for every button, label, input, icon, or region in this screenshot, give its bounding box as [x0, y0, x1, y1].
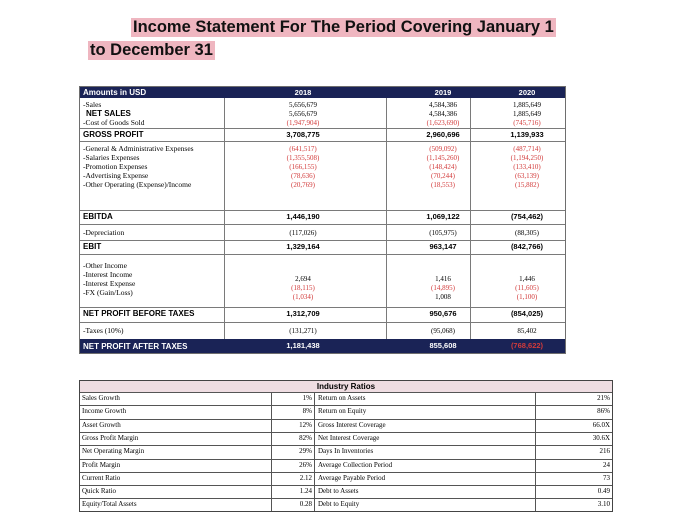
net-sales-label: NET SALES: [86, 109, 131, 118]
value-cell: (1,194,250): [510, 154, 544, 162]
other-label: -Other Income: [83, 261, 127, 270]
ratio-label: Return on Equity: [318, 407, 367, 416]
ratio-label: Current Ratio: [82, 473, 121, 482]
ratio-label: Debt to Equity: [318, 500, 360, 509]
expense-label: -Advertising Expense: [83, 171, 149, 180]
value-cell: (105,975): [429, 229, 457, 237]
row-divider: [80, 240, 565, 241]
header-label: Amounts in USD: [83, 88, 147, 97]
ratio-label: Sales Growth: [82, 394, 120, 402]
row-divider: [80, 224, 565, 225]
ratio-label: Average Collection Period: [318, 460, 393, 469]
value-cell: (18,553): [431, 181, 455, 189]
ratio-label: Days In Inventories: [318, 447, 374, 456]
value-cell: 2,694: [295, 275, 311, 283]
ratio-label: Quick Ratio: [82, 487, 117, 496]
ratio-value: 0.28: [299, 500, 312, 509]
ratio-label: Income Growth: [82, 407, 127, 416]
value-cell: (754,462): [510, 212, 544, 221]
income-statement-table: [79, 86, 566, 354]
value-cell: (15,882): [515, 181, 539, 189]
table-row: [80, 485, 612, 496]
row-divider: [80, 254, 565, 255]
sales-values-2020: [487, 101, 567, 128]
ratio-label: Average Payable Period: [318, 473, 386, 482]
value-cell: (131,271): [289, 327, 317, 335]
ratio-value: 66.0X: [592, 420, 610, 429]
page-title-line2: to December 31: [90, 41, 213, 59]
ratio-value: 73: [603, 473, 610, 482]
table-row: [80, 445, 612, 456]
value-cell: (768,622): [510, 341, 544, 350]
ratio-label: Return on Assets: [318, 394, 366, 402]
ratio-value: 26%: [299, 460, 312, 469]
value-cell: 963,147: [429, 242, 457, 251]
value-cell: (1,034): [292, 293, 314, 301]
column-divider: [535, 392, 536, 511]
value-cell: 5,656,679: [289, 101, 317, 109]
ratio-value: 0.49: [597, 487, 610, 496]
ratio-value: 30.6X: [592, 433, 610, 442]
column-divider: [386, 87, 387, 353]
expense-labels: [83, 144, 194, 189]
table-row: [80, 392, 612, 403]
row-divider: [80, 307, 565, 308]
cogs-label: -Cost of Goods Sold: [83, 118, 145, 127]
value-cell: 1,139,933: [510, 130, 544, 139]
value-cell: (842,766): [510, 242, 544, 251]
ratios-title: Industry Ratios: [316, 382, 376, 391]
npat-row: [80, 339, 565, 353]
sales-values-2018: [263, 101, 343, 128]
ratio-value: 29%: [299, 447, 312, 456]
value-cell: 855,608: [429, 341, 457, 350]
ratio-label: Net Interest Coverage: [318, 433, 380, 442]
other-values-2020: [487, 275, 567, 302]
other-label: -Interest Expense: [83, 279, 136, 288]
value-cell: 1,069,122: [426, 212, 460, 221]
taxes-label: -Taxes (10%): [83, 326, 124, 335]
value-cell: 5,656,679: [289, 110, 317, 118]
npbt-label: NET PROFIT BEFORE TAXES: [83, 309, 195, 318]
page-title-line1: Income Statement For The Period Covering January 1: [133, 18, 554, 36]
ebitda-label: EBITDA: [83, 212, 113, 221]
depreciation-label: -Depreciation: [83, 228, 125, 237]
value-cell: (487,714): [513, 145, 541, 153]
ratio-label: Debt to Assets: [318, 487, 359, 496]
table-row: [80, 498, 612, 509]
other-label: -Interest Income: [83, 270, 133, 279]
table-row: [80, 419, 612, 430]
ratio-value: 24: [603, 460, 610, 469]
value-cell: (133,410): [513, 163, 541, 171]
expense-values-2019: [403, 145, 483, 190]
value-cell: (14,895): [431, 284, 455, 292]
value-cell: 4,584,386: [429, 110, 457, 118]
sales-labels: [83, 100, 144, 127]
value-cell: 1,885,649: [513, 110, 541, 118]
ratio-value: 2.12: [299, 473, 312, 482]
value-cell: (745,716): [513, 119, 541, 127]
value-cell: (641,517): [289, 145, 317, 153]
value-cell: (78,636): [291, 172, 315, 180]
ratio-value: 1%: [302, 394, 312, 402]
value-cell: 3,708,775: [286, 130, 320, 139]
value-cell: 85,402: [517, 327, 537, 335]
ratio-value: 216: [599, 447, 610, 456]
value-cell: 1,008: [435, 293, 451, 301]
ratio-value: 12%: [299, 420, 312, 429]
sales-values-2019: [403, 101, 483, 128]
value-cell: (95,068): [431, 327, 455, 335]
value-cell: 1,329,164: [286, 242, 320, 251]
ratio-label: Gross Profit Margin: [82, 433, 139, 442]
table-row: [80, 405, 612, 416]
ratio-value: 21%: [597, 394, 610, 402]
header-year: 2020: [518, 88, 536, 97]
header-year: 2019: [434, 88, 452, 97]
value-cell: 1,312,709: [286, 309, 320, 318]
ratio-label: Profit Margin: [82, 460, 121, 469]
other-labels: [83, 261, 135, 297]
value-cell: (70,244): [431, 172, 455, 180]
value-cell: (88,305): [515, 229, 539, 237]
value-cell: (11,605): [515, 284, 539, 292]
value-cell: 1,446: [519, 275, 535, 283]
ratio-value: 8%: [302, 407, 312, 416]
header-row: [80, 87, 565, 98]
value-cell: 950,676: [429, 309, 457, 318]
ratio-value: 1.24: [299, 487, 312, 496]
ratio-label: Gross Interest Coverage: [318, 420, 386, 429]
ebit-label: EBIT: [83, 242, 102, 251]
value-cell: (166,155): [289, 163, 317, 171]
industry-ratios-table: [79, 380, 613, 512]
expense-label: -Promotion Expenses: [83, 162, 148, 171]
expense-values-2020: [487, 145, 567, 190]
other-label: -FX (Gain/Loss): [83, 288, 133, 297]
ratio-value: 86%: [597, 407, 610, 416]
value-cell: (509,092): [429, 145, 457, 153]
value-cell: (63,139): [515, 172, 539, 180]
expense-label: -General & Administrative Expenses: [83, 144, 194, 153]
column-divider: [271, 392, 272, 511]
value-cell: (148,424): [429, 163, 457, 171]
value-cell: (1,100): [516, 293, 538, 301]
npat-label: NET PROFIT AFTER TAXES: [83, 342, 188, 351]
value-cell: 4,584,386: [429, 101, 457, 109]
value-cell: 2,960,696: [426, 130, 460, 139]
ratios-title-row: [80, 381, 612, 392]
value-cell: 1,446,190: [286, 212, 320, 221]
value-cell: (1,145,260): [426, 154, 460, 162]
table-row: [80, 432, 612, 443]
value-cell: (1,623,690): [426, 119, 460, 127]
row-divider: [80, 141, 565, 142]
value-cell: (1,947,904): [286, 119, 320, 127]
ratio-label: Asset Growth: [82, 420, 121, 429]
table-row: [80, 472, 612, 483]
expense-label: -Other Operating (Expense)/Income: [83, 180, 192, 189]
value-cell: (854,025): [510, 309, 544, 318]
value-cell: (117,026): [289, 229, 317, 237]
row-divider: [80, 322, 565, 323]
ratio-value: 82%: [299, 433, 312, 442]
row-divider: [80, 210, 565, 211]
value-cell: (1,355,508): [286, 154, 320, 162]
value-cell: 1,416: [435, 275, 451, 283]
value-cell: (20,769): [291, 181, 315, 189]
sales-label: -Sales: [83, 100, 102, 109]
row-divider: [80, 128, 565, 129]
value-cell: 1,181,438: [286, 341, 320, 350]
ratio-label: Net Operating Margin: [82, 447, 145, 456]
header-year: 2018: [294, 88, 312, 97]
value-cell: 1,885,649: [513, 101, 541, 109]
expense-values-2018: [263, 145, 343, 190]
gross-profit-label: GROSS PROFIT: [83, 130, 144, 139]
expense-label: -Salaries Expenses: [83, 153, 140, 162]
other-values-2018: [263, 275, 343, 302]
column-divider: [224, 87, 225, 353]
other-values-2019: [403, 275, 483, 302]
value-cell: (18,115): [291, 284, 315, 292]
column-divider: [314, 392, 315, 511]
ratio-label: Equity/Total Assets: [82, 500, 137, 509]
table-row: [80, 459, 612, 470]
ratio-value: 3.10: [597, 500, 610, 509]
